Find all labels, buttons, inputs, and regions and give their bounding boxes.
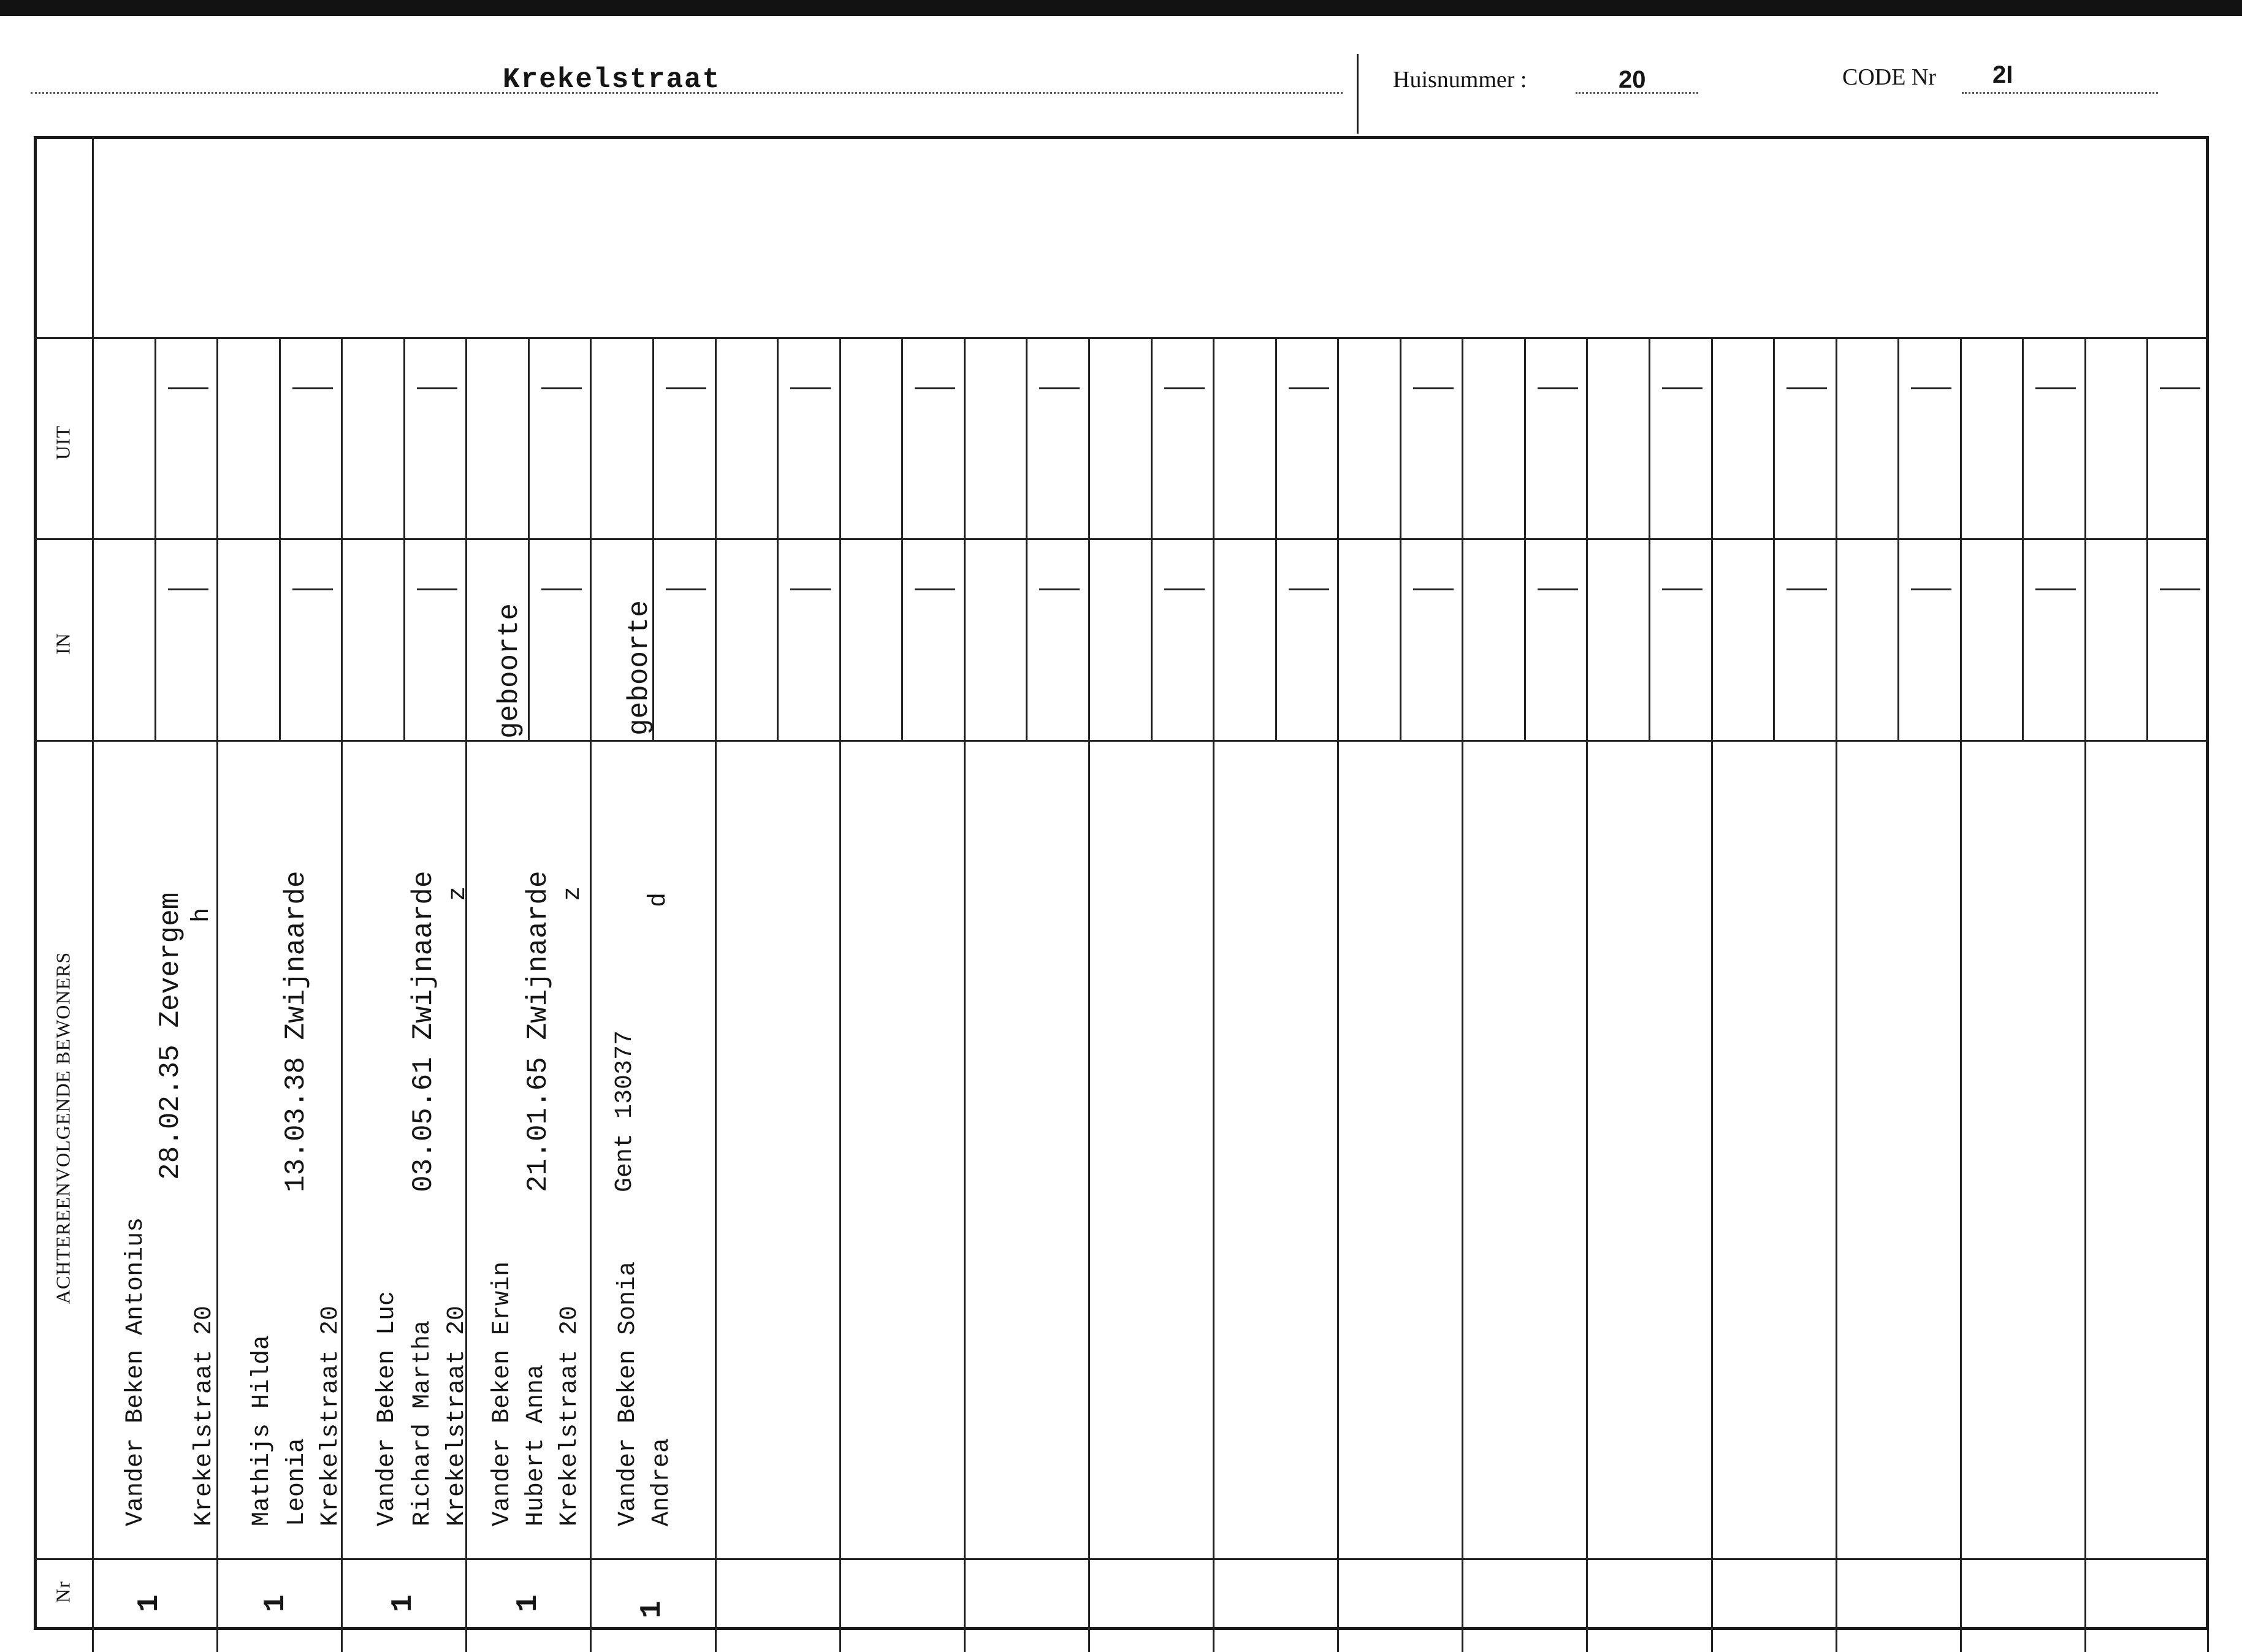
code-value: 2I xyxy=(1992,61,2013,88)
entry-address-line: Krekelstraat 20 xyxy=(443,1305,471,1526)
row-label-nr: Nr xyxy=(51,1581,74,1603)
row-label-uit: UIT xyxy=(51,425,74,460)
column-divider xyxy=(1213,337,1214,1630)
column-divider xyxy=(1711,337,1713,1630)
bottom-edge-tick xyxy=(1462,1630,1463,1652)
in-date-dash xyxy=(1164,588,1205,590)
row-divider xyxy=(34,538,92,540)
bottom-edge-tick xyxy=(216,1630,218,1652)
in-date-dash xyxy=(1413,588,1454,590)
entry-address-line: Krekelstraat 20 xyxy=(191,1305,218,1526)
uit-date-dash xyxy=(1039,387,1080,389)
uit-date-dash xyxy=(1538,387,1578,389)
entry-name-line: Vander Beken Sonia xyxy=(614,1261,642,1526)
uit-date-dash xyxy=(666,387,706,389)
column-divider xyxy=(1836,337,1837,1630)
uit-date-dash xyxy=(915,387,955,389)
in-date-dash xyxy=(2035,588,2076,590)
column-subdivider xyxy=(403,337,405,740)
entry-address-line: Krekelstraat 20 xyxy=(317,1305,345,1526)
column-divider xyxy=(1960,337,1962,1630)
entry-sex: h xyxy=(188,907,216,923)
bottom-edge-tick xyxy=(1337,1630,1339,1652)
bottom-edge-tick xyxy=(1586,1630,1588,1652)
entry-birth-date-place: 21.01.65 Zwijnaarde xyxy=(522,870,554,1192)
street-name: Krekelstraat xyxy=(503,64,721,96)
label-column-divider xyxy=(92,136,94,1630)
column-divider xyxy=(1088,337,1090,1630)
row-divider xyxy=(92,740,2209,742)
row-label-in: IN xyxy=(51,633,74,655)
column-divider xyxy=(2084,337,2086,1630)
entry-sex: d xyxy=(645,892,673,907)
entry-birth-date-place: 13.03.38 Zwijnaarde xyxy=(280,870,312,1192)
column-divider xyxy=(590,337,592,1630)
bottom-edge-tick xyxy=(1836,1630,1837,1652)
entry-birth-date-place: 03.05.61 Zwijnaarde xyxy=(408,870,440,1192)
column-subdivider xyxy=(1151,337,1153,740)
row-divider xyxy=(92,1558,2209,1560)
column-subdivider xyxy=(1026,337,1028,740)
in-date-dash xyxy=(168,588,208,590)
in-date-dash xyxy=(1289,588,1329,590)
in-date-dash xyxy=(2160,588,2200,590)
entry-nr: 1 xyxy=(387,1594,420,1612)
uit-date-dash xyxy=(1911,387,1951,389)
bottom-edge-tick xyxy=(839,1630,841,1652)
bottom-edge-tick xyxy=(2084,1630,2086,1652)
entry-name-line: Mathijs Hilda xyxy=(248,1334,276,1526)
row-divider xyxy=(34,1558,92,1560)
in-date-dash xyxy=(915,588,955,590)
in-date-dash xyxy=(666,588,706,590)
entry-name-line: Hubert Anna xyxy=(522,1364,550,1526)
column-subdivider xyxy=(279,337,281,740)
entry-birth-date-place: Gent 130377 xyxy=(611,1030,639,1192)
column-subdivider xyxy=(1773,337,1775,740)
column-subdivider xyxy=(1649,337,1650,740)
bottom-edge-tick xyxy=(1711,1630,1713,1652)
bottom-edge-tick xyxy=(341,1630,343,1652)
column-subdivider xyxy=(1897,337,1899,740)
entry-name-line: Vander Beken Luc xyxy=(373,1290,401,1526)
column-divider xyxy=(964,337,966,1630)
in-date-dash xyxy=(1786,588,1827,590)
entry-nr: 1 xyxy=(512,1594,545,1612)
code-label: CODE Nr xyxy=(1842,64,1937,90)
entry-birth-date-place: 28.02.35 Zevergem xyxy=(154,892,186,1180)
uit-date-dash xyxy=(541,387,582,389)
in-date-dash xyxy=(1538,588,1578,590)
in-date-dash xyxy=(417,588,457,590)
huisnummer-label: Huisnummer : xyxy=(1393,67,1527,93)
in-date-dash xyxy=(790,588,831,590)
top-border-bar xyxy=(0,0,2242,16)
bottom-edge-tick xyxy=(1960,1630,1962,1652)
uit-date-dash xyxy=(292,387,333,389)
column-subdivider xyxy=(1400,337,1401,740)
in-date-dash xyxy=(292,588,333,590)
entry-in-event: geboorte xyxy=(623,600,655,736)
uit-date-dash xyxy=(168,387,208,389)
column-divider xyxy=(1462,337,1463,1630)
bottom-edge-tick xyxy=(715,1630,717,1652)
bottom-edge-tick xyxy=(1213,1630,1214,1652)
column-subdivider xyxy=(1524,337,1526,740)
uit-date-dash xyxy=(417,387,457,389)
entry-in-event: geboorte xyxy=(494,603,525,739)
uit-date-dash xyxy=(1164,387,1205,389)
entry-sex: z xyxy=(559,886,587,901)
entry-address-line: Krekelstraat 20 xyxy=(556,1305,584,1526)
column-divider xyxy=(839,337,841,1630)
register-form-frame xyxy=(34,136,2209,1630)
uit-date-dash xyxy=(1289,387,1329,389)
row-divider xyxy=(34,337,92,339)
bottom-edge-tick xyxy=(590,1630,592,1652)
in-date-dash xyxy=(1039,588,1080,590)
entry-name-line: Andrea xyxy=(648,1437,676,1526)
row-label-bewoners: ACHTEREENVOLGENDE BEWONERS xyxy=(51,951,74,1304)
huisnummer-value: 20 xyxy=(1619,66,1646,93)
entry-nr: 1 xyxy=(133,1594,166,1612)
bottom-edge-tick xyxy=(465,1630,467,1652)
bottom-edge-tick xyxy=(1088,1630,1090,1652)
entry-name-line: Vander Beken Antonius xyxy=(122,1217,150,1526)
entry-nr: 1 xyxy=(636,1601,669,1618)
uit-date-dash xyxy=(1413,387,1454,389)
row-divider xyxy=(34,740,92,742)
column-divider xyxy=(1337,337,1339,1630)
header-divider xyxy=(1357,54,1359,134)
entry-nr: 1 xyxy=(259,1594,292,1612)
entry-name-line: Richard Martha xyxy=(409,1320,437,1526)
entry-sex: z xyxy=(444,886,472,901)
column-subdivider xyxy=(777,337,779,740)
bottom-edge-tick xyxy=(92,1630,94,1652)
in-date-dash xyxy=(541,588,582,590)
bottom-edge-tick xyxy=(2207,1630,2209,1652)
entry-name-line: Leonia xyxy=(283,1437,311,1526)
column-subdivider xyxy=(528,337,530,740)
code-dotted-line xyxy=(1962,92,2158,94)
in-date-dash xyxy=(1662,588,1702,590)
uit-date-dash xyxy=(790,387,831,389)
column-divider xyxy=(1586,337,1588,1630)
bottom-edge-tick xyxy=(964,1630,966,1652)
uit-date-dash xyxy=(2160,387,2200,389)
uit-date-dash xyxy=(1662,387,1702,389)
entry-name-line: Vander Beken Erwin xyxy=(489,1261,516,1526)
in-date-dash xyxy=(1911,588,1951,590)
column-subdivider xyxy=(2146,337,2148,740)
uit-date-dash xyxy=(2035,387,2076,389)
column-subdivider xyxy=(154,337,156,740)
uit-date-dash xyxy=(1786,387,1827,389)
column-subdivider xyxy=(1275,337,1277,740)
column-subdivider xyxy=(2022,337,2024,740)
column-divider xyxy=(715,337,717,1630)
column-subdivider xyxy=(901,337,903,740)
